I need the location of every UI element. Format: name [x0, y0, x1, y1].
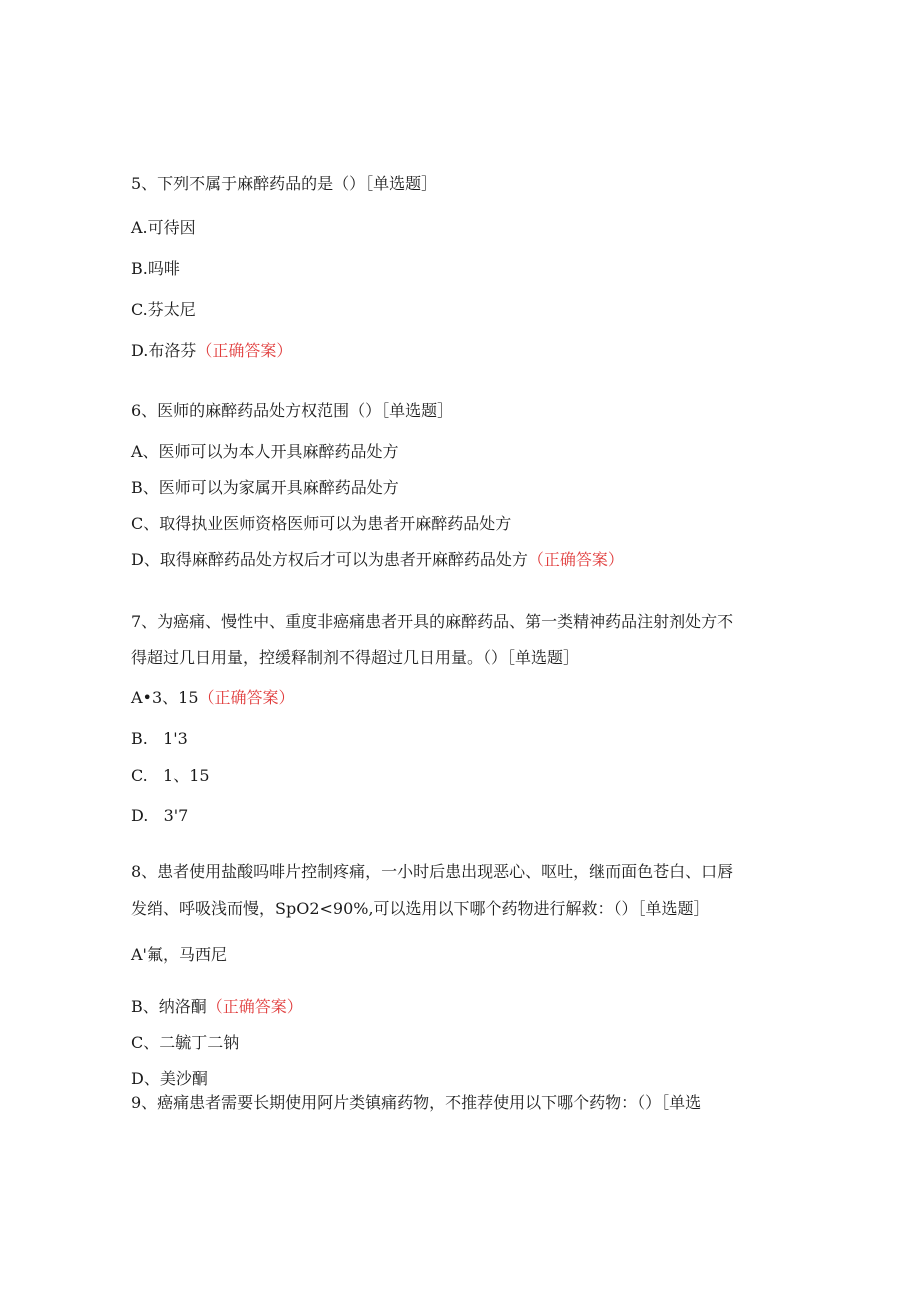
option-text: D、取得麻醉药品处方权后才可以为患者开麻醉药品处方 [131, 550, 528, 569]
question-8-option-b [131, 997, 303, 1017]
correct-answer-tag: （正确答案） [198, 688, 295, 707]
question-7-stem-line-1: 7、为癌痛、慢性中、重度非癌痛患者开具的麻醉药品、第一类精神药品注射剂处方不 [131, 612, 734, 631]
option-text: D、美沙酮 [131, 1069, 208, 1088]
option-text: B.吗啡 [131, 259, 180, 278]
correct-answer-tag: （正确答案） [206, 997, 303, 1016]
option-text: B、纳洛酮 [131, 997, 207, 1016]
option-text: A•3、15 [131, 688, 199, 707]
option-text: C. 1、15 [131, 766, 210, 785]
option-text: C、取得执业医师资格医师可以为患者开麻醉药品处方 [131, 514, 512, 533]
option-text: A、医师可以为本人开具麻醉药品处方 [131, 442, 399, 461]
question-8-stem-line-2: 发绡、呼吸浅而慢，SpO2<90%,可以选用以下哪个药物进行解救：（）［单选题］ [131, 899, 710, 918]
question-6-option-a [131, 442, 399, 462]
question-5-option-b [131, 259, 180, 279]
question-6-stem: 6、医师的麻醉药品处方权范围（）［单选题］ [131, 401, 454, 420]
correct-answer-tag: （正确答案） [527, 550, 624, 569]
option-text: C.芬太尼 [131, 300, 196, 319]
question-8-option-c [131, 1033, 239, 1053]
option-text: A'氟，马西尼 [131, 945, 227, 964]
question-6-option-b [131, 478, 399, 498]
option-text: B. 1'3 [131, 729, 188, 748]
question-6-option-c [131, 514, 511, 534]
question-5-option-c [131, 300, 196, 320]
question-7-option-a [131, 688, 295, 708]
question-7-option-c [131, 766, 210, 786]
question-7-stem-line-2: 得超过几日用量，控缓释制剂不得超过几日用量。（）［单选题］ [131, 648, 580, 667]
question-5-option-a [131, 218, 196, 238]
question-9-stem: 9、癌痛患者需要长期使用阿片类镇痛药物，不推荐使用以下哪个药物：（）［单选 [131, 1093, 702, 1112]
option-text: B、医师可以为家属开具麻醉药品处方 [131, 478, 399, 497]
question-8-option-d [131, 1069, 208, 1089]
option-text: D. 3'7 [131, 806, 189, 825]
question-5-option-d [131, 341, 292, 361]
correct-answer-tag: （正确答案） [196, 341, 293, 360]
option-text: C、二毓丁二钠 [131, 1033, 240, 1052]
option-text: A.可待因 [131, 218, 196, 237]
question-5-stem: 5、下列不属于麻醉药品的是（）［单选题］ [131, 174, 438, 193]
option-text: D.布洛芬 [131, 341, 197, 360]
question-7-option-b [131, 729, 188, 749]
question-7-option-d [131, 806, 188, 826]
question-6-option-d [131, 550, 624, 570]
question-8-option-a [131, 945, 227, 965]
question-8-stem-line-1: 8、患者使用盐酸吗啡片控制疼痛，一小时后患出现恶心、呕吐，继而面色苍白、口唇 [131, 862, 734, 881]
